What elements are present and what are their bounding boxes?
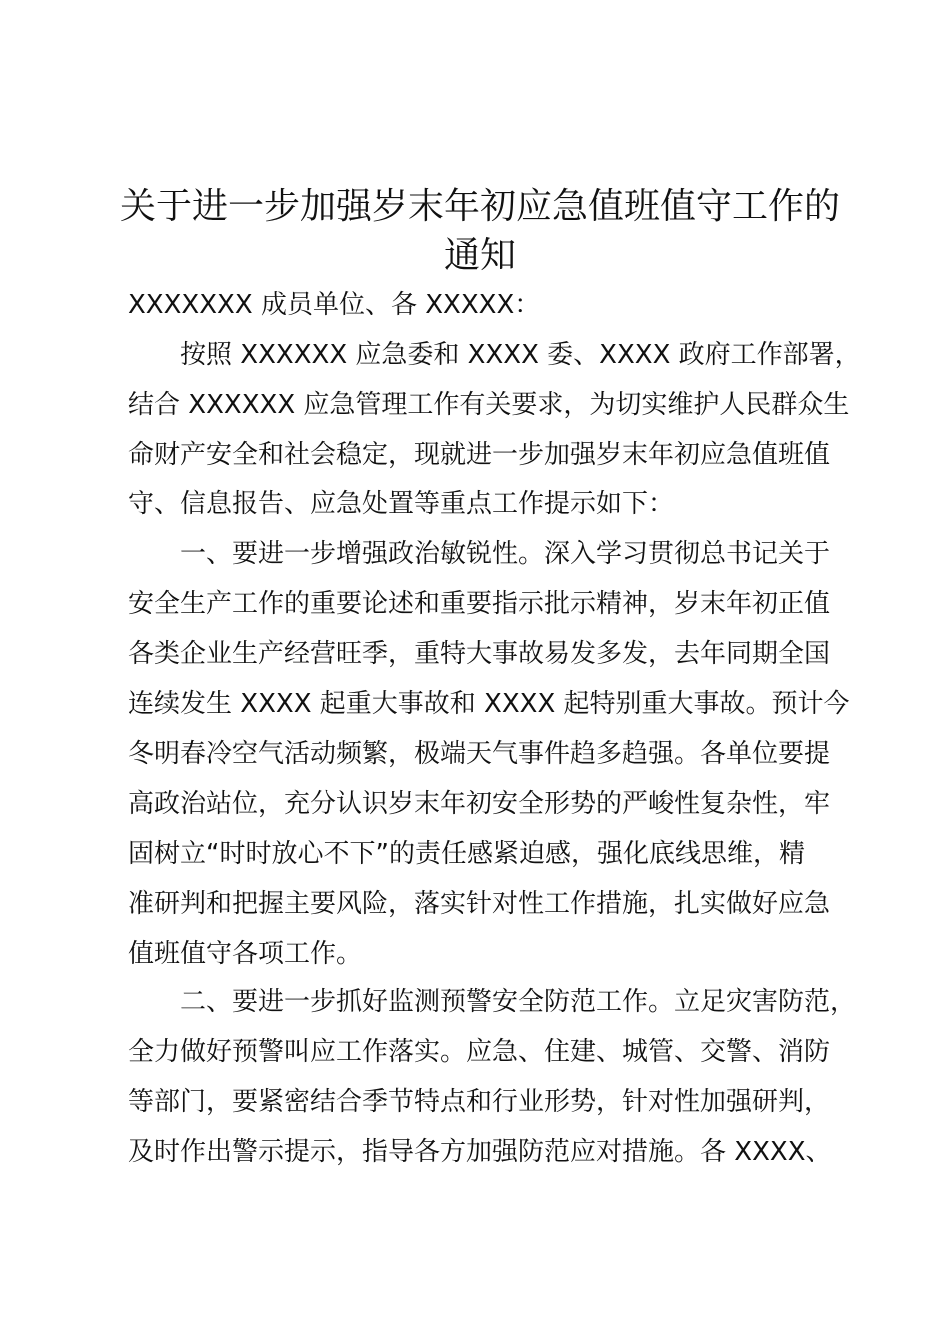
section-one-heading-line: 一、要进一步增强政治敏锐性。深入学习贯彻总书记关于 (128, 539, 831, 569)
body-line: 连续发生 XXXX 起重大事故和 XXXX 起特别重大事故。预计今 (128, 689, 850, 719)
body-line: 按照 XXXXXX 应急委和 XXXX 委、XXXX 政府工作部署， (128, 340, 861, 370)
body-line: 安全生产工作的重要论述和重要指示批示精神，岁末年初正值 (128, 589, 831, 619)
body-line: 及时作出警示提示，指导各方加强防范应对措施。各 XXXX、 (128, 1137, 832, 1167)
body-line: 守、信息报告、应急处置等重点工作提示如下： (128, 489, 675, 519)
document-title-continued: 通知 (443, 235, 516, 276)
body-line: 等部门，要紧密结合季节特点和行业形势，针对性加强研判， (128, 1087, 831, 1117)
body-line: 结合 XXXXXX 应急管理工作有关要求，为切实维护人民群众生 (128, 390, 850, 420)
body-line: 各类企业生产经营旺季，重特大事故易发多发，去年同期全国 (128, 639, 831, 669)
body-line: 高政治站位，充分认识岁末年初安全形势的严峻性复杂性，牢 (128, 789, 831, 819)
body-line: 固树立“时时放心不下”的责任感紧迫感，强化底线思维，精 (128, 839, 805, 869)
body-line: 冬明春冷空气活动频繁，极端天气事件趋多趋强。各单位要提 (128, 739, 831, 769)
body-line: 命财产安全和社会稳定，现就进一步加强岁末年初应急值班值 (128, 440, 831, 470)
body-line: 全力做好预警叫应工作落实。应急、住建、城管、交警、消防 (128, 1037, 831, 1067)
body-line: 准研判和把握主要风险，落实针对性工作措施，扎实做好应急 (128, 889, 831, 919)
section-two-heading-line: 二、要进一步抓好监测预警安全防范工作。立足灾害防范， (128, 987, 857, 1017)
document-title: 关于进一步加强岁末年初应急值班值守工作的 (119, 186, 840, 227)
body-line: 值班值守各项工作。 (128, 939, 363, 969)
addressee-line: XXXXXXX 成员单位、各 XXXXX： (128, 290, 541, 320)
